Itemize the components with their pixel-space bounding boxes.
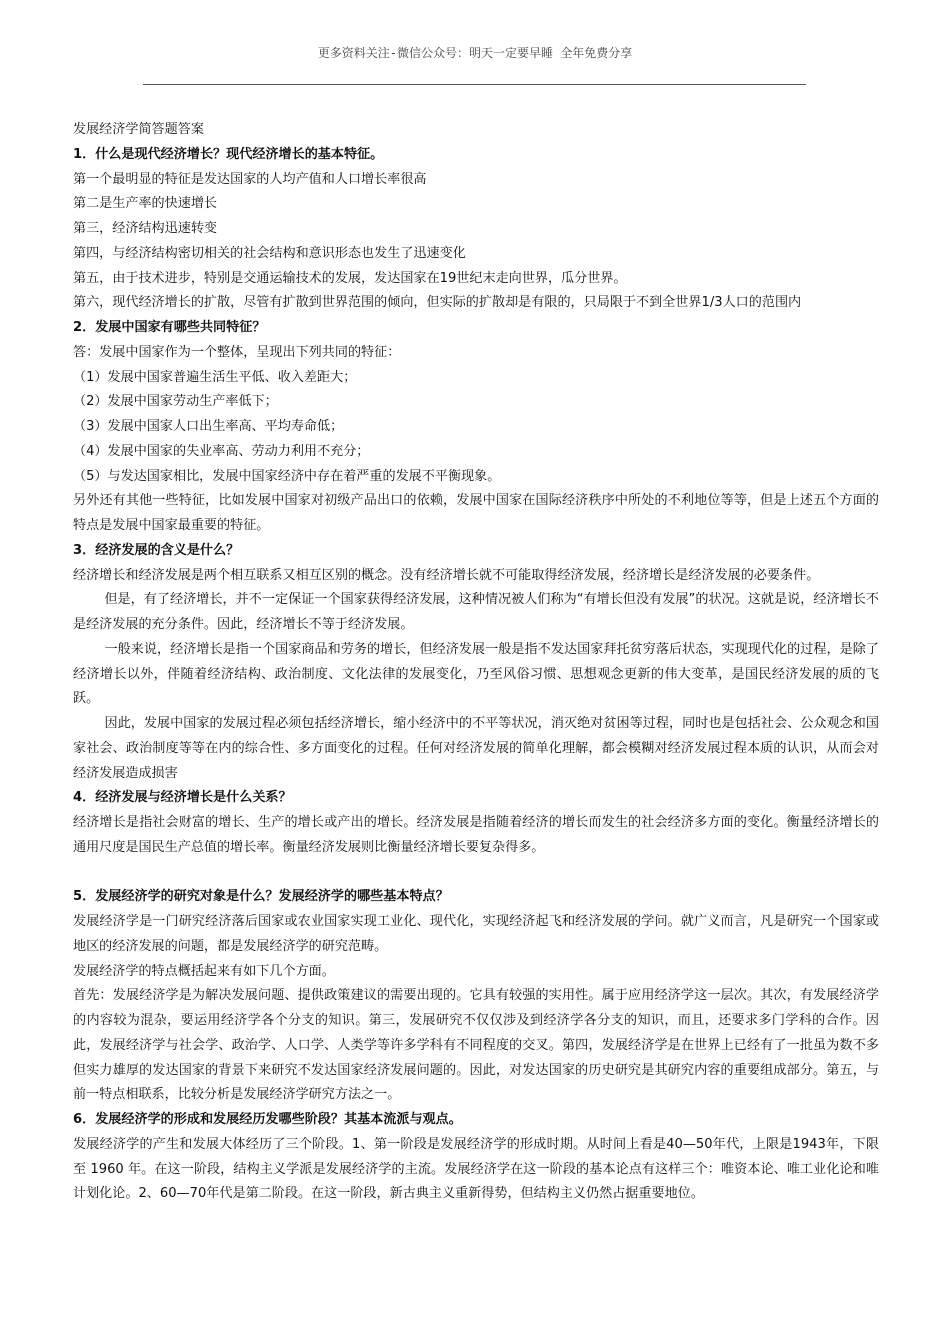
header-divider	[143, 84, 806, 85]
answer-paragraph: 但是，有了经济增长，并不一定保证一个国家获得经济发展，这种情况被人们称为“有增长但没有发展”的状况。这就是说，经济增长不是经济发展的充分条件。因此，经济增长不等于经济发展。	[73, 592, 879, 632]
question-3: 3．经济发展的含义是什么？	[73, 542, 240, 558]
question-4: 4．经济发展与经济增长是什么关系？	[73, 790, 292, 806]
answer-paragraph: 一般来说，经济增长是指一个国家商品和劳务的增长，但经济发展一般是指不发达国家拜托贫穷落后状态，实现现代化的过程，是除了经济增长以外，伴随着经济结构、政治制度、文化法律的发展变化，乃至风俗习惯、思想观念更新的伟大变革，是国民经济发展的质的飞跃。	[73, 641, 879, 707]
question-6: 6．发展经济学的形成和发展经历发哪些阶段？其基本流派与观点。	[73, 1112, 462, 1127]
answer-line: 第三，经济结构迅速转变	[73, 221, 218, 236]
answer-list-item: （4）发展中国家的失业率高、劳动力利用不充分；	[73, 443, 370, 459]
answer-list-item: （1）发展中国家普遍生活生平低、收入差距大；	[73, 369, 357, 385]
answer-paragraph: 另外还有其他一些特征，比如发展中国家对初级产品出口的依赖，发展中国家在国际经济秩序中所处的不利地位等等，但是上述五个方面的特点是发展中国家最重要的特征。	[73, 493, 879, 533]
answer-line: 发展经济学的特点概括起来有如下几个方面。	[73, 963, 335, 979]
answer-line: 第五，由于技术进步，特别是交通运输技术的发展，发达国家在19世纪末走向世界，瓜分世界。	[73, 270, 627, 286]
answer-line: 第四，与经济结构密切相关的社会结构和意识形态也发生了迅速变化	[73, 245, 466, 261]
answer-paragraph: 发展经济学是一门研究经济落后国家或农业国家实现工业化、现代化，实现经济起飞和经济发展的学问。就广义而言，凡是研究一个国家或地区的经济发展的问题，都是发展经济学的研究范畴。	[73, 914, 879, 954]
answer-list-item: （3）发展中国家人口出生率高、平均寿命低；	[73, 419, 344, 434]
answer-paragraph: 首先：发展经济学是为解决发展问题、提供政策建议的需要出现的。它具有较强的实用性。属于应用经济学这一层次。其次，有发展经济学的内容较为混杂，要运用经济学各个分支的知识。第三，发展研究不仅仅涉及到经济学各分支的知识，而且，还要求多门学科的合作。因此，发展经济学与社会学、政治学、人口学、人类学等许多学科有不同程度的交叉。第四，发展经济学是在世界上已经有了一批虽为数不多但实力雄厚的发达国家的背景下来研究不发达国家经济发展问题的。因此，对发达国家的历史研究是其研究内容的重要组成部分。第五，与前一特点相联系，比较分析是发展经济学研究方法之一。	[73, 988, 879, 1103]
answer-line: 答：发展中国家作为一个整体，呈现出下列共同的特征：	[73, 344, 401, 360]
question-5: 5．发展经济学的研究对象是什么？发展经济学的哪些基本特点？	[73, 889, 449, 905]
answer-list-item: （2）发展中国家劳动生产率低下；	[73, 394, 278, 410]
document-body	[73, 118, 879, 1207]
answer-paragraph: 经济增长和经济发展是两个相互联系又相互区别的概念。没有经济增长就不可能取得经济发展，经济增长是经济发展的必要条件。	[73, 567, 820, 583]
answer-line: 第一个最明显的特征是发达国家的人均产值和人口增长率很高	[73, 171, 427, 187]
answer-line: 第六，现代经济增长的扩散，尽管有扩散到世界范围的倾向，但实际的扩散却是有限的，只局限于不到全世界1/3人口的范围内	[73, 295, 802, 311]
question-2: 2．发展中国家有哪些共同特征？	[73, 320, 266, 335]
page-header: 更多资料关注-微信公众号：明天一定要早睡 全年免费分享	[317, 46, 633, 60]
blank-line	[73, 861, 879, 886]
question-1: 1．什么是现代经济增长？现代经济增长的基本特征。	[73, 146, 384, 162]
answer-paragraph: 因此，发展中国家的发展过程必须包括经济增长，缩小经济中的不平等状况，消灭绝对贫困等过程，同时也是包括社会、公众观念和国家社会、政治制度等等在内的综合性、多方面变化的过程。任何对经济发展的简单化理解，都会模糊对经济发展过程本质的认识，从而会对经济发展造成损害	[73, 716, 879, 781]
answer-paragraph: 发展经济学的产生和发展大体经历了三个阶段。1、第一阶段是发展经济学的形成时期。从时间上看是40—50年代，上限是1943年，下限至 1960 年。在这一阶段，结构主义学派是发展经济学的主流。发展经济学在这一阶段的基本论点有这样三个：唯资本论、唯工业化论和唯计划化论。2、60—70年代是第二阶段。在这一阶段，新古典主义重新得势，但结构主义仍然占据重要地位。	[73, 1136, 879, 1202]
answer-line: 第二是生产率的快速增长	[73, 196, 218, 212]
document-title: 发展经济学简答题答案	[73, 122, 204, 137]
answer-paragraph: 经济增长是指社会财富的增长、生产的增长或产出的增长。经济发展是指随着经济的增长而发生的社会经济多方面的变化。衡量经济增长的通用尺度是国民生产总值的增长率。衡量经济发展则比衡量经济增长要复杂得多。	[73, 815, 879, 855]
answer-list-item: （5）与发达国家相比，发展中国家经济中存在着严重的发展不平衡现象。	[73, 468, 501, 484]
